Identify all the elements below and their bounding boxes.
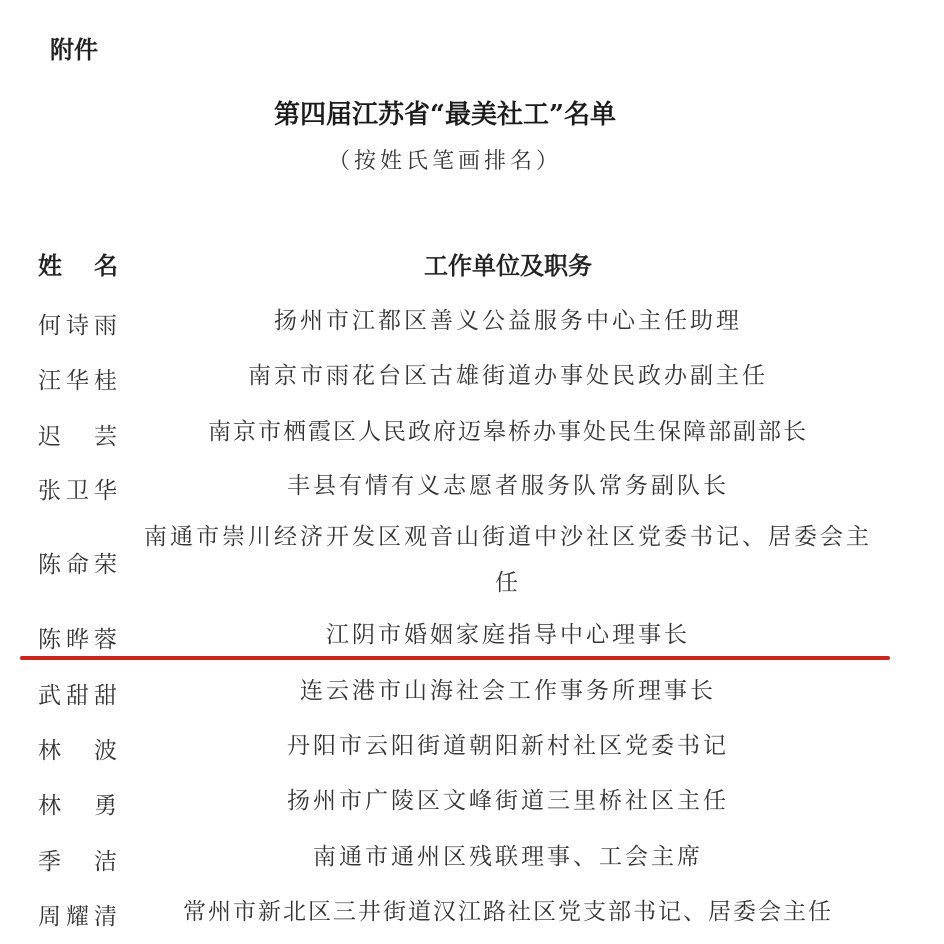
row-org: 连云港市山海社会工作事务所理事长: [300, 678, 716, 704]
row-org: 常州市新北区三井街道汉江路社区党支部书记、居委会主任: [183, 899, 833, 925]
table-row: [0, 723, 944, 769]
row-org: 扬州市江都区善义公益服务中心主任助理: [274, 308, 742, 334]
table-row: [0, 778, 944, 824]
document-subtitle: （按姓氏笔画排名）: [327, 149, 562, 174]
table-row: [0, 612, 944, 658]
row-name: 武甜甜: [38, 683, 118, 709]
row-org: 扬州市广陵区文峰街道三里桥社区主任: [287, 788, 729, 814]
row-org: 南京市雨花台区古雄街道办事处民政办副主任: [248, 363, 768, 389]
row-name: 季 洁: [38, 849, 118, 875]
row-name: 迟 芸: [38, 424, 118, 450]
table-row: [0, 834, 944, 880]
row-name: 何诗雨: [38, 313, 118, 339]
row-org: 南京市栖霞区人民政府迈皋桥办事处民生保障部副部长: [208, 419, 808, 445]
row-org: 江阴市婚姻家庭指导中心理事长: [326, 622, 690, 648]
document-title: 第四届江苏省“最美社工”名单: [274, 100, 616, 130]
red-underline-mark: [20, 656, 890, 660]
row-org: 丰县有情有义志愿者服务队常务副队长: [287, 473, 729, 499]
row-org: 丹阳市云阳街道朝阳新村社区党委书记: [287, 733, 729, 759]
row-name: 张卫华: [38, 478, 118, 504]
table-row: [0, 409, 944, 455]
table-row: [0, 298, 944, 344]
table-row: [0, 353, 944, 399]
table-row: [0, 889, 944, 935]
table-row: [0, 514, 944, 606]
header-org: 工作单位及职务: [424, 252, 592, 280]
row-name: 林 勇: [38, 793, 118, 819]
row-name: 汪华桂: [38, 368, 118, 394]
header-name: 姓 名: [38, 252, 118, 280]
attachment-label: 附件: [50, 36, 98, 64]
table-row: [0, 668, 944, 714]
table-row: [0, 463, 944, 509]
row-name: 陈命荣: [38, 552, 118, 578]
row-org: 南通市崇川经济开发区观音山街道中沙社区党委书记、居委会主任: [144, 524, 872, 596]
row-name: 林 波: [38, 738, 118, 764]
row-name: 陈晔蓉: [38, 627, 118, 653]
row-name: 周耀清: [38, 904, 118, 930]
table-header: [0, 246, 944, 282]
row-org: 南通市通州区残联理事、工会主席: [313, 844, 703, 870]
